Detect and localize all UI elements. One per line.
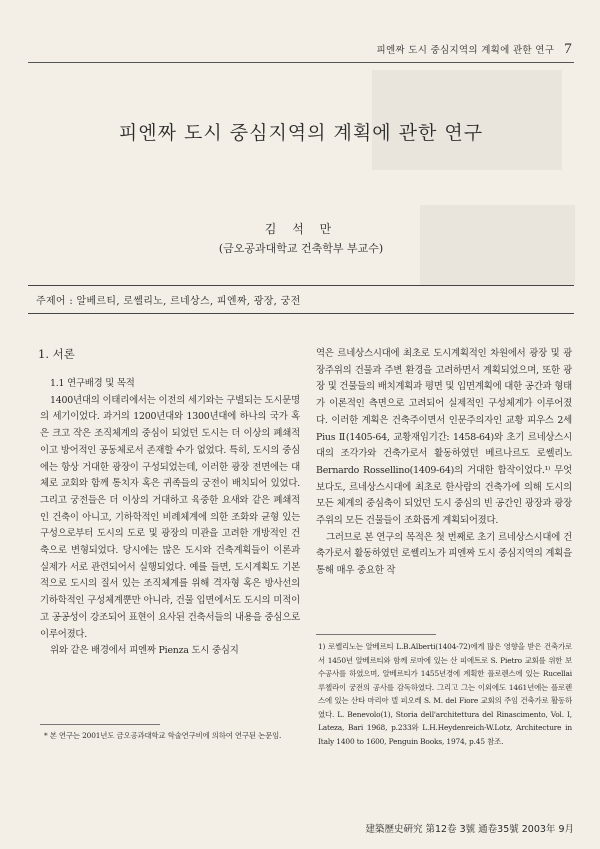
keywords: 주제어 : 알베르티, 로쎌리노, 르네상스, 피엔짜, 광장, 궁전: [36, 296, 301, 307]
keywords-top-rule: [28, 285, 574, 286]
author-affiliation: (금오공과대학교 건축학부 부교수): [218, 242, 384, 255]
subsection-title: 1.1 연구배경 및 목적: [50, 378, 135, 389]
paper-title: 피엔짜 도시 중심지역의 계획에 관한 연구: [118, 122, 484, 144]
left-paragraph-2: 위와 같은 배경에서 피엔짜 Pienza 도시 중심지: [50, 645, 239, 657]
left-paragraph-1: 1400년대의 이태리에서는 이전의 세기와는 구별되는 도시문명의 세기이었다. 과거의 1200년대와 1300년대에 하나의 국가 혹은 크고 작은 조직체계의 중심이 되었던 도시는 더 이상의 폐쇄적이고 방어적인 공동체로서 존재할 수가 없었다. 특히, 도시의 중심에는 항상 거대한 광장이 구성되었는데, 이러한 광장 전면에는 대체로 교회와 함께 통치자 혹은 귀족들의 궁전이 배치되어 있었다. 그리고 궁전들은 더 이상의 거대하고 육중한 요새와 같은 폐쇄적인 건축이 아니고, 기하학적인 비례체계에 의한 조화와 균형 있는 구성으로부터 도시의 도로 및 광장의 미관을 고려한 개방적인 건축으로 변형되었다. 당시에는 많은 도시와 건축계획들이 이론과 실제가 서로 관련되어서 실행되었다. 예를 들면, 도시계획도 기본적으로 도시의 질서 있는 조직체계를 위해 격자형 혹은 방사선의 기하학적인 구성체계뿐만 아니라, 건물 입면에서도 도시의 미적이고 공공성이 강조되어 표현이 요사된 건축서들의 내용을 중심으로 이루어졌다.: [40, 394, 300, 640]
section-title: 1. 서론: [38, 347, 75, 361]
page-number: 7: [564, 41, 572, 57]
left-column: [40, 376, 300, 660]
right-footnote-rule: [316, 634, 436, 635]
left-footnote: * 본 연구는 2001년도 금오공과대학교 학술연구비에 의하여 연구된 논문임.: [44, 731, 282, 740]
left-footnote-rule: [40, 724, 160, 725]
journal-footer: 建築歷史硏究 第12卷 3號 通卷35號 2003年 9月: [365, 824, 574, 835]
right-footnote: 1) 로쎌리노는 알베르티 L.B.Alberti(1404-72)에게 많은 영향을 받은 건축가로서 1450년 알베르티와 함께 로마에 있는 산 피에트로 S. Pietro 교회를 위한 보수공사를 하였으며, 알베르티가 1455년경에 계획한 플로렌스에 있는 Rucellai 루첼라이 궁전의 공사를 감독하였다. 그리고 그는 이외에도 1461년에는 플로렌스에 있는 산타 마리아 델 피오레 S. M. del Fiore 교회의 주임 건축가로 활동하였다. L. Benevolo(1), Storia dell'architettura del Rinascimento, Vol. I, Lateza, Bari 1968, p.233와 L.H.Heydenreich-W.Lotz, Architecture in Italy 1400 to 1600, Penguin Books, 1974, p.45 참조.: [318, 642, 572, 746]
right-paragraph-1: 역은 르네상스시대에 최초로 도시계획적인 차원에서 광장 및 광장주위의 건물과 주변 환경을 고려하면서 계획되었으며, 또한 광장 및 건물들의 배치계획과 평면 및 입면계획에 대한 공간과 형태가 이론적인 측면으로 고려되어 실제적인 구성체계가 이루어졌다. 이러한 계획은 건축주이면서 인문주의자인 교황 피우스 2세 Pius Ⅱ(1405-64, 교황재임기간: 1458-64)와 초기 르네상스시대의 조각가와 건축가로서 활동하였던 베르나르도 로쎌리노 Bernardo Rossellino(1409-64)의 거대한 합작이었다.¹⁾ 무엇보다도, 르네상스시대에 최초로 한사람의 건축가에 의해 도시의 모든 체계의 중심축이 되었던 도시 중심의 빈 공간인 광장과 광장 주위의 모든 건물들이 조화롭게 계획되어졌다.: [316, 348, 572, 527]
author-name: 김 석 만: [264, 222, 338, 236]
right-column: [316, 346, 572, 580]
header-rule: [28, 62, 574, 63]
right-paragraph-2: 그러므로 본 연구의 목적은 첫 번째로 초기 르네상스시대에 건축가로서 활동하였던 로쎌리노가 피엔짜 도시 중심지역의 계획을 통해 매우 중요한 작: [316, 531, 572, 577]
running-header: [320, 41, 572, 58]
keywords-bottom-rule: [28, 313, 574, 314]
running-title: 피엔짜 도시 중심지역의 계획에 관한 연구: [376, 45, 555, 56]
